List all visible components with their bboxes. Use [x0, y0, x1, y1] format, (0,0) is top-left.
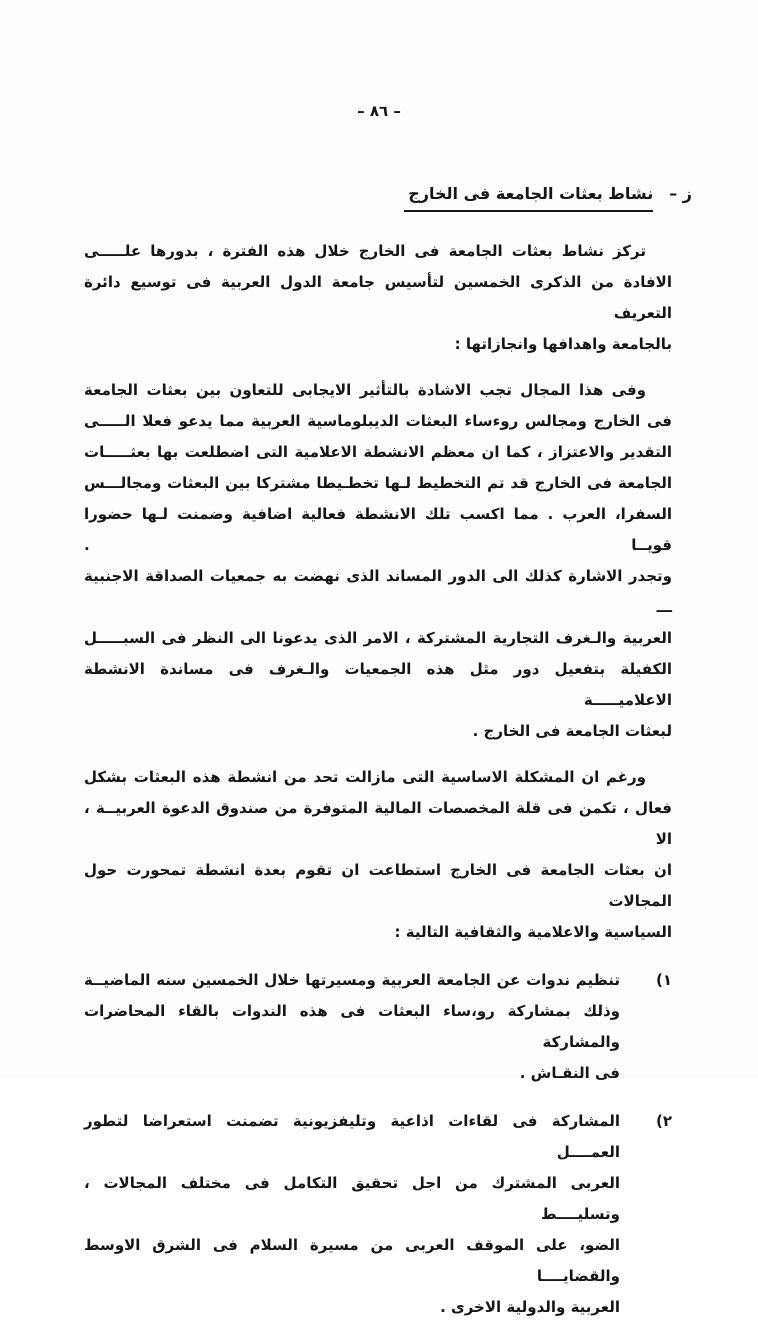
text-line: تركز نشاط بعثات الجامعة فى الخارج خلال هذه الفترة ، بدورها علـــــى: [84, 242, 646, 260]
paragraph: [84, 375, 672, 747]
list-container: [84, 965, 672, 1323]
text-line: التقدير والاعتزاز ، كما ان معظم الانشطة الاعلامية التى اضطلعت بها بعثـــــات: [84, 443, 672, 461]
text-line: الافادة من الذكرى الخمسين لتأسيس جامعة الدول العربية فى توسيع دائرة التعريف: [84, 273, 672, 322]
text-line: لبعثات الجامعة فى الخارج .: [472, 722, 672, 740]
text-line: ان بعثات الجامعة فى الخارج استطاعت ان تقوم بعدة انشطة تمحورت حول المجالات: [84, 861, 672, 910]
text-line: وتجدر الاشارة كذلك الى الدور المساند الذى نهضت به جمعيات الصداقة الاجنبية ـــ: [84, 567, 672, 616]
paragraphs-container: [84, 236, 672, 948]
section-title: نشاط بعثات الجامعة فى الخارج: [404, 184, 653, 212]
text-line: فى النقـاش .: [519, 1064, 620, 1082]
section-marker: ز –: [669, 184, 692, 203]
list-item-number: (٢: [655, 1112, 672, 1130]
list-item: [84, 1106, 672, 1323]
document-body: [84, 236, 672, 1323]
list-item: [84, 965, 672, 1089]
text-line: المشاركة فى لقاءات اذاعية وتليفزيونية تضمنت استعراضا لتطور العمــــل: [84, 1112, 620, 1161]
text-line: السياسية والاعلامية والثقافية التالية :: [394, 923, 672, 941]
text-line: فعال ، تكمن فى قلة المخصصات المالية المتوفرة من صندوق الدعوة العربيــة ، الا: [84, 799, 672, 848]
section-heading: [0, 184, 692, 212]
text-line: فى الخارج ومجالس روءساء البعثات الديبلوماسية العربية مما يدعو فعلا الـــــى: [84, 412, 672, 430]
text-line: الجامعة فى الخارج قد تم التخطيط لـها تخطـيطا مشتركا بين البعثات ومجالـــس: [84, 474, 672, 492]
text-line: وفى هذا المجال تجب الاشادة بالتأثير الايجابى للتعاون بين بعثات الجامعة: [84, 381, 646, 399]
text-line: العربية والدولية الاخرى .: [440, 1298, 620, 1316]
text-line: تنظيم ندوات عن الجامعة العربية ومسيرتها خلال الخمسين سنه الماضيــة: [84, 971, 620, 989]
text-line: الضو، على الموقف العربى من مسيرة السلام فى الشرق الاوسط والقضايــــا: [84, 1236, 620, 1285]
text-line: الكفيلة بتفعيل دور مثل هذه الجمعيات والـغرف فى مساندة الانشطة الاعلاميـــــة: [84, 660, 672, 709]
text-line: وذلك بمشاركة رو،ساء البعثات فى هذه الندوات بالقاء المحاضرات والمشاركة: [84, 1002, 620, 1051]
text-line: العربية والـغرف التجارية المشتركة ، الامر الذى يدعونا الى النظر فى السبـــــل: [84, 629, 672, 647]
text-line: بالجامعة واهدافها وانجازاتها :: [454, 335, 672, 353]
paragraph: [84, 236, 672, 360]
page-number: – ٨٦ –: [357, 102, 401, 120]
text-line: العربى المشترك من اجل تحقيق التكامل فى مختلف المجالات ، وتسليــــط: [84, 1174, 620, 1223]
text-line: ورغم ان المشكلة الاساسية التى مازالت تحد من انشطة هذه البعثات بشكل: [84, 768, 646, 786]
paragraph: [84, 762, 672, 948]
list-item-text: [84, 1106, 620, 1323]
list-item-text: [84, 965, 620, 1089]
text-line: السفرا، العرب . مما اكسب تلك الانشطة فعالية اضافية وضمنت لـها حضورا قويــا .: [84, 505, 672, 554]
list-item-number: (١: [655, 971, 672, 989]
